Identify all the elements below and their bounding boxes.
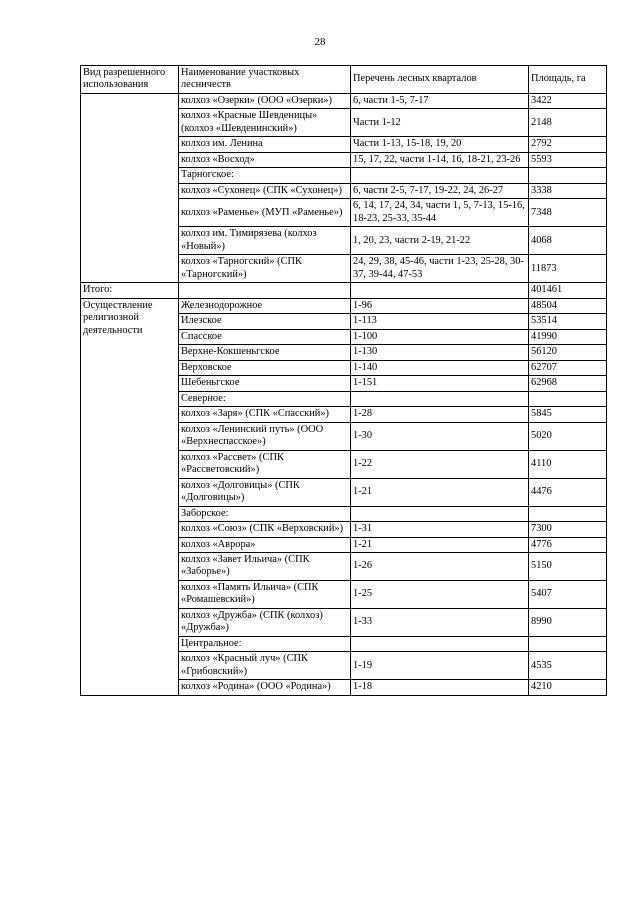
forestry-name-cell: колхоз «Красные Шевденицы» (колхоз «Шевденинский»)	[179, 109, 351, 137]
quarters-cell: 1-26	[351, 552, 529, 580]
quarters-cell: 1-25	[351, 580, 529, 608]
total-empty	[351, 283, 529, 298]
forestry-name-cell: Илезское	[179, 314, 351, 329]
forestry-name-cell: Верхне-Кокшеньгское	[179, 345, 351, 360]
forestry-name-cell: Железнодорожное	[179, 298, 351, 313]
forestry-name-cell: колхоз «Аврора»	[179, 537, 351, 552]
table-row	[81, 93, 607, 108]
header-quarters: Перечень лесных кварталов	[351, 66, 529, 94]
header-name: Наименование участковых лесничеств	[179, 66, 351, 94]
quarters-cell: 1-19	[351, 652, 529, 680]
area-cell: 11873	[529, 255, 607, 283]
total-row	[81, 283, 607, 298]
forestry-name-cell: Верховское	[179, 360, 351, 375]
forestry-name-cell: колхоз «Восход»	[179, 152, 351, 167]
area-cell: 5407	[529, 580, 607, 608]
quarters-cell: 1-21	[351, 537, 529, 552]
forestry-name-cell: колхоз им. Тимирязева (колхоз «Новый»)	[179, 227, 351, 255]
area-cell: 5150	[529, 552, 607, 580]
forestry-name-cell: колхоз «Озерки» (ООО «Озерки»)	[179, 93, 351, 108]
area-cell: 48504	[529, 298, 607, 313]
area-cell: 4476	[529, 478, 607, 506]
forestry-name-cell: Центральное:	[179, 636, 351, 651]
area-cell	[529, 636, 607, 651]
quarters-cell: 1-130	[351, 345, 529, 360]
area-cell: 5020	[529, 422, 607, 450]
quarters-cell: 1-18	[351, 680, 529, 695]
forestry-name-cell: колхоз «Союз» (СПК «Верховский»)	[179, 522, 351, 537]
quarters-cell: 1-96	[351, 298, 529, 313]
quarters-cell: Части 1-13, 15-18, 19, 20	[351, 137, 529, 152]
table-body	[81, 93, 607, 695]
area-cell: 5845	[529, 407, 607, 422]
quarters-cell: 1, 20, 23, части 2-19, 21-22	[351, 227, 529, 255]
area-cell: 3338	[529, 183, 607, 198]
header-use: Вид разрешенного использования	[81, 66, 179, 94]
quarters-cell: 1-113	[351, 314, 529, 329]
quarters-cell: 24, 29, 38, 45-46, части 1-23, 25-28, 30-37, 39-44, 47-53	[351, 255, 529, 283]
quarters-cell: 1-21	[351, 478, 529, 506]
quarters-cell: 1-151	[351, 376, 529, 391]
area-cell: 41990	[529, 329, 607, 344]
quarters-cell: 1-28	[351, 407, 529, 422]
area-cell	[529, 391, 607, 406]
area-cell: 4068	[529, 227, 607, 255]
quarters-cell	[351, 391, 529, 406]
forestry-name-cell: колхоз «Долговицы» (СПК «Долговицы»)	[179, 478, 351, 506]
forestry-name-cell: колхоз «Память Ильича» (СПК «Ромашевский»)	[179, 580, 351, 608]
forestry-name-cell: Заборское:	[179, 506, 351, 521]
total-label: Итого:	[81, 283, 179, 298]
area-cell: 2148	[529, 109, 607, 137]
quarters-cell: Части 1-12	[351, 109, 529, 137]
area-cell: 4776	[529, 537, 607, 552]
quarters-cell: 6, 14, 17, 24, 34, части 1, 5, 7-13, 15-16, 18-23, 25-33, 35-44	[351, 199, 529, 227]
forestry-name-cell: Тарногское:	[179, 168, 351, 183]
area-cell: 56120	[529, 345, 607, 360]
area-cell: 4210	[529, 680, 607, 695]
area-cell: 5593	[529, 152, 607, 167]
total-empty	[179, 283, 351, 298]
quarters-cell: 1-140	[351, 360, 529, 375]
total-area: 401461	[529, 283, 607, 298]
area-cell: 53514	[529, 314, 607, 329]
quarters-cell: 1-30	[351, 422, 529, 450]
forestry-name-cell: колхоз «Заря» (СПК «Спасский»)	[179, 407, 351, 422]
forestry-name-cell: колхоз «Тарногский» (СПК «Тарногский»)	[179, 255, 351, 283]
forestry-name-cell: колхоз «Раменье» (МУП «Раменье»)	[179, 199, 351, 227]
forestry-name-cell: Шебеньгское	[179, 376, 351, 391]
area-cell: 62968	[529, 376, 607, 391]
area-cell: 4535	[529, 652, 607, 680]
forestry-name-cell: колхоз «Родина» (ООО «Родина»)	[179, 680, 351, 695]
forestry-name-cell: колхоз «Красный луч» (СПК «Грибовский»)	[179, 652, 351, 680]
forestry-name-cell: колхоз «Дружба» (СПК (колхоз) «Дружба»)	[179, 608, 351, 636]
table-row	[81, 298, 607, 313]
area-cell: 3422	[529, 93, 607, 108]
quarters-cell: 1-100	[351, 329, 529, 344]
quarters-cell: 6, части 1-5, 7-17	[351, 93, 529, 108]
forestry-name-cell: Спасское	[179, 329, 351, 344]
forest-quarters-table	[80, 65, 607, 696]
area-cell	[529, 506, 607, 521]
quarters-cell: 15, 17, 22, части 1-14, 16, 18-21, 23-26	[351, 152, 529, 167]
forestry-name-cell: колхоз «Рассвет» (СПК «Рассветовский»)	[179, 450, 351, 478]
use-cell: Осуществление религиозной деятельности	[81, 298, 179, 695]
area-cell: 4110	[529, 450, 607, 478]
forestry-name-cell: колхоз «Ленинский путь» (ООО «Верхнеспасское»)	[179, 422, 351, 450]
area-cell: 62707	[529, 360, 607, 375]
area-cell	[529, 168, 607, 183]
table-header-row	[81, 66, 607, 94]
forestry-name-cell: Северное:	[179, 391, 351, 406]
page-number: 28	[314, 36, 326, 48]
forestry-name-cell: колхоз «Завет Ильича» (СПК «Заборье»)	[179, 552, 351, 580]
quarters-cell	[351, 636, 529, 651]
area-cell: 7348	[529, 199, 607, 227]
quarters-cell: 1-22	[351, 450, 529, 478]
forestry-name-cell: колхоз им. Ленина	[179, 137, 351, 152]
quarters-cell: 1-31	[351, 522, 529, 537]
area-cell: 7300	[529, 522, 607, 537]
quarters-cell	[351, 168, 529, 183]
quarters-cell	[351, 506, 529, 521]
use-cell	[81, 93, 179, 282]
quarters-cell: 1-33	[351, 608, 529, 636]
forestry-name-cell: колхоз «Сухонец» (СПК «Сухонец»)	[179, 183, 351, 198]
area-cell: 8990	[529, 608, 607, 636]
quarters-cell: 6, части 2-5, 7-17, 19-22, 24, 26-27	[351, 183, 529, 198]
area-cell: 2792	[529, 137, 607, 152]
header-area: Площадь, га	[529, 66, 607, 94]
